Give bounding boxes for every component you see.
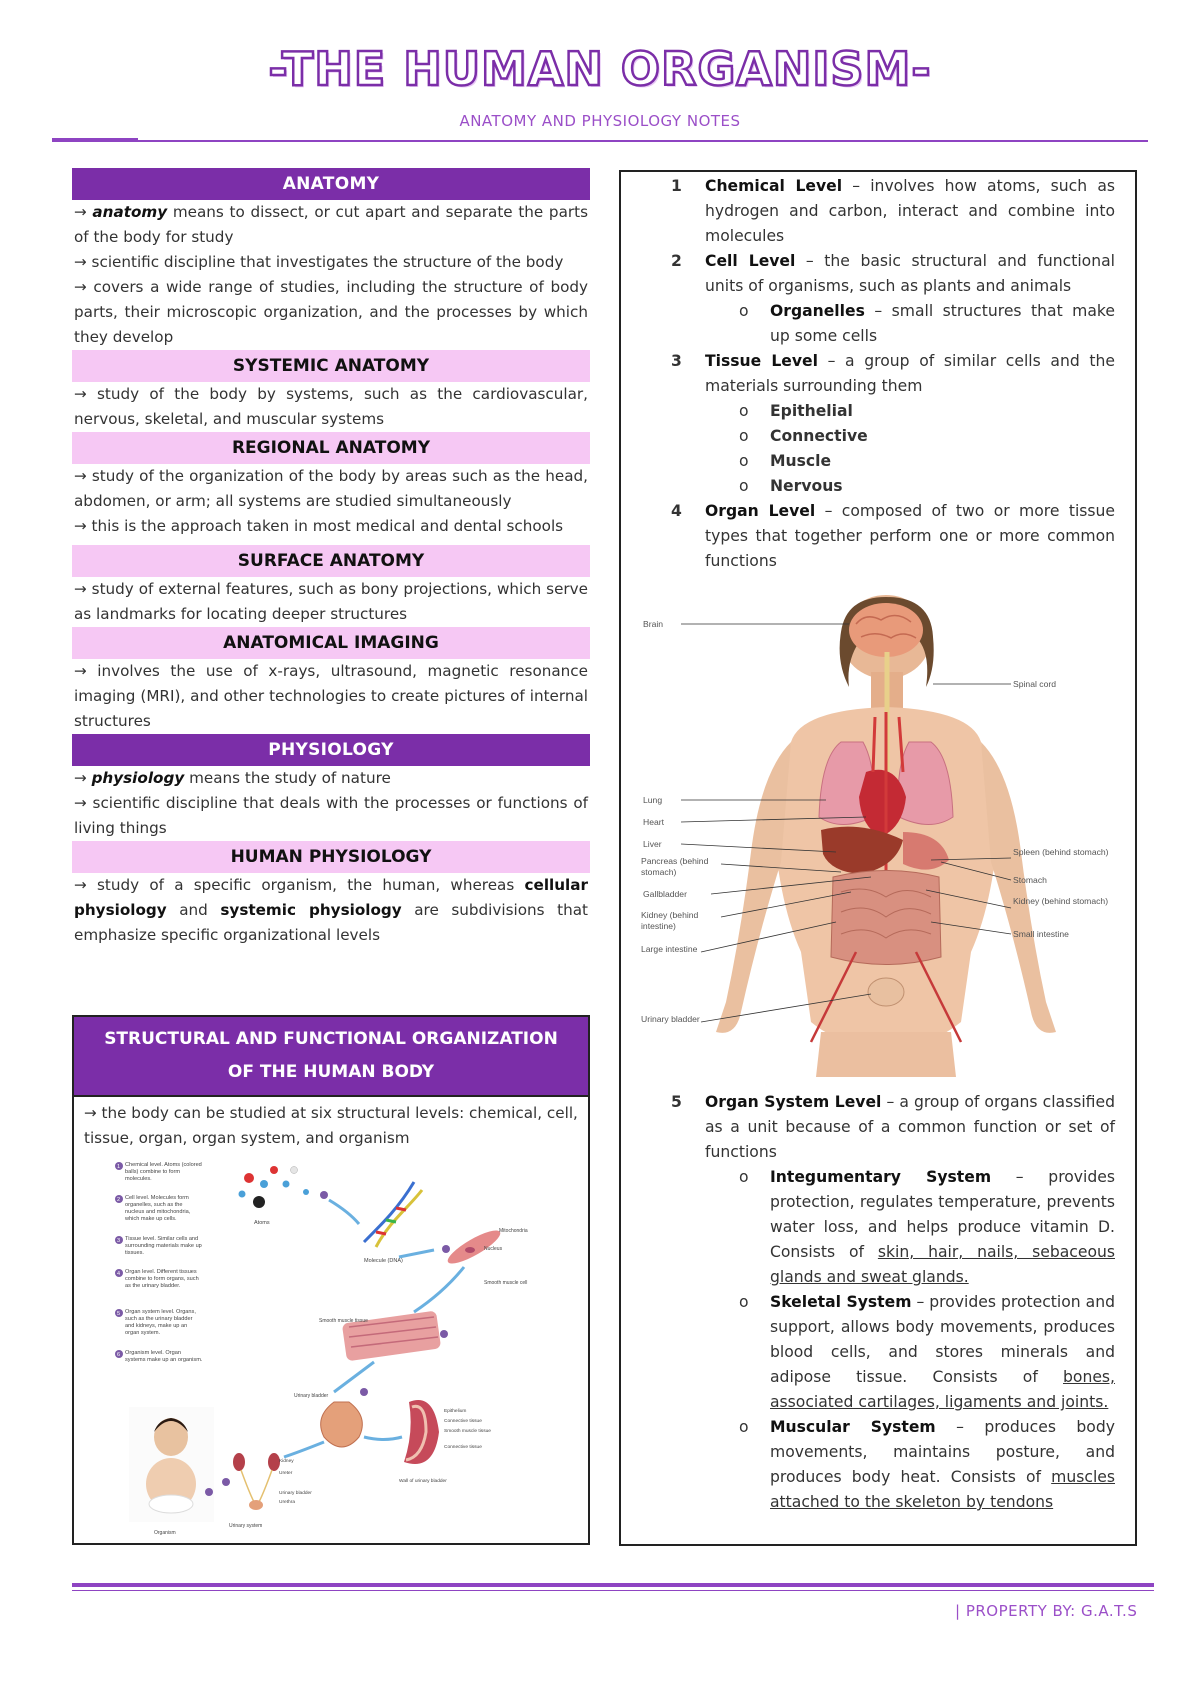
header-divider-accent [52,138,138,140]
legend-item-1: 1 Chemical level. Atoms (colored balls) combine to form molecules. [117,1162,202,1182]
svg-text:5: 5 [117,1311,121,1317]
arrow-6 [284,1442,324,1457]
physiology-text: → physiology means the study of nature → scientific discipline that deals with the processes or functions of living things [74,769,588,837]
anatomy-p3: → covers a wide range of studies, including the structure of body parts, their microscopic organization, and the processes by which they develop [74,278,588,346]
svg-text:Urinary bladder: Urinary bladder [294,1393,329,1399]
systemic-anatomy-heading: SYSTEMIC ANATOMY [72,350,590,382]
arrow-1 [329,1200,359,1224]
svg-text:Epithelium: Epithelium [444,1409,467,1414]
anatomical-imaging-text: → involves the use of x-rays, ultrasound, magnetic resonance imaging (MRI), and other technologies to create pictures of internal structures [74,662,588,730]
svg-text:6: 6 [117,1352,121,1358]
dna-illustration [364,1182,422,1264]
tissue-illustration [319,1311,448,1362]
svg-text:Brain: Brain [643,619,664,629]
svg-text:Molecule (DNA): Molecule (DNA) [364,1258,403,1264]
footer-divider [72,1583,1154,1587]
svg-text:Smooth muscle cell: Smooth muscle cell [484,1280,528,1286]
intestines [831,871,941,965]
arrow-2 [399,1250,434,1257]
svg-text:Urinary system: Urinary system [229,1523,263,1529]
svg-text:Urethra: Urethra [279,1500,295,1505]
bladder-wall-illustration [399,1400,491,1484]
urinary-bladder [868,978,904,1006]
surface-anatomy-text: → study of external features, such as bony projections, which serve as landmarks for locating deeper structures [74,580,588,623]
anatomy-text: → anatomy means to dissect, or cut apart and separate the parts of the body for study → scientific discipline that investigates the structure of the body → covers a wide range of studies, including the structure of body parts, their microscopic organization, and the processes by which they develop [72,200,590,350]
svg-text:3: 3 [117,1238,121,1244]
bladder-illustration [294,1388,368,1447]
svg-text:Gallbladder: Gallbladder [643,889,687,899]
regional-anatomy-text: → study of the organization of the body by areas such as the head, abdomen, or arm; all systems are studied simultaneously → this is the approach taken in most medical and dental schools [74,467,588,535]
page-subtitle: ANATOMY AND PHYSIOLOGY NOTES [459,112,741,130]
footer-divider-thin [72,1590,1154,1591]
svg-text:Heart: Heart [643,817,665,827]
brain [849,603,923,657]
svg-text:Urinary bladder: Urinary bladder [279,1491,312,1496]
human-physiology-text: → study of a specific organism, the human, whereas cellular physiology and systemic physiology are subdivisions that emphasize specific organizational levels [74,876,588,944]
arrow-3 [414,1267,464,1312]
svg-text:4: 4 [117,1271,121,1277]
regional-anatomy-heading: REGIONAL ANATOMY [72,432,590,464]
svg-text:Smooth muscle tissue: Smooth muscle tissue [444,1429,491,1434]
physiology-heading: PHYSIOLOGY [72,734,590,766]
svg-text:Organism: Organism [154,1530,176,1536]
organ-labels: Brain Spinal cord Lung Heart Liver Pancreas (behind stomach) Gallbladder Kidney (behind intestine) Large intestine Urinary bladder Spleen (behind stomach) Stomach Kidney (behind stomach) Small intestine [641,619,1109,1024]
structural-levels-figure [114,1162,554,1537]
svg-text:Spinal cord: Spinal cord [1013,679,1056,689]
svg-text:Stomach: Stomach [1013,875,1047,885]
arrow-5 [364,1437,402,1440]
svg-text:Nucleus: Nucleus [484,1246,503,1252]
svg-text:Connective tissue: Connective tissue [444,1419,482,1424]
organization-heading: STRUCTURAL AND FUNCTIONAL ORGANIZATION OF THE HUMAN BODY [74,1017,588,1097]
legend-item-5: 5 Organ system level. Organs, such as the urinary bladder and kidneys, make up an organ system. [117,1309,196,1336]
svg-text:Lung: Lung [643,795,663,805]
svg-text:Atoms: Atoms [254,1220,270,1226]
levels-box: 1 Chemical Level – involves how atoms, such as hydrogen and carbon, interact and combine into molecules 2 Cell Level – the basic structural and functional units of organisms, such as plants and animals o Organelles – small structures that make up some cells 3 Tissue Level – a group of similar cells and the materials surrounding them o Epithelial o Connective o Muscle o Nervous 4 Organ Level – composed of two or more tissue types that together perform one or more common functions Brain Spinal cord Lung Heart Liver Pancreas (behind stomach) Gallbladder Kidney (behind intestine) Large intestine Urinary bladder Spleen (behind stomach) Stomach Kidney (behind stomach) Small intestine 5 Organ System Level – a group of organs classified as a unit because of a common function or set of functions o Integumentary System – provides protection, regulates temperature, prevents water loss, and helps produce vitamin D. Consists of skin, hair, nails, sebaceous glands and sweat glands. o Skeletal System – provides protection and support, allows body movements, produces blood cells, and stores minerals and adipose tissue. Consists of bones, associated cartilages, ligaments and joints. o Muscular System – produces body movements, maintains posture, and produces body heat. Consists of muscles attached to the skeleton by tendons [619,170,1137,1546]
surface-anatomy-heading: SURFACE ANATOMY [72,545,590,577]
anatomical-imaging-heading: ANATOMICAL IMAGING [72,627,590,659]
anatomy-term: anatomy [92,203,168,221]
organism-illustration [129,1407,214,1536]
legend-item-6: 6 Organism level. Organ systems make up an organism. [117,1350,203,1363]
svg-text:Connective tissue: Connective tissue [444,1445,482,1450]
svg-text:Small intestine: Small intestine [1013,929,1069,939]
human-body-organs-figure [641,592,1121,1077]
footer-credit: | PROPERTY BY: G.A.T.S [955,1602,1138,1620]
svg-text:Ureter: Ureter [279,1471,293,1476]
legend-item-3: 3 Tissue level. Similar cells and surrounding materials make up tissues. [117,1236,202,1256]
legend-item-2: 2 Cell level. Molecules form organelles, such as the nucleus and mitochondria, which make up cells. [117,1195,191,1222]
svg-text:Kidney: Kidney [279,1459,294,1464]
svg-text:Smooth muscle tissue: Smooth muscle tissue [319,1318,368,1324]
physiology-term: physiology [91,769,185,787]
svg-text:Liver: Liver [643,839,662,849]
page-title: -THE HUMAN ORGANISM- [268,42,932,96]
organization-text: → the body can be studied at six structural levels: chemical, cell, tissue, organ, organ system, and organism [84,1104,578,1147]
left-column [72,168,590,948]
svg-text:1: 1 [117,1164,121,1170]
svg-text:Mitochondria: Mitochondria [499,1228,528,1234]
header-divider [52,140,1148,142]
organization-box [72,1015,590,1545]
anatomy-p2: → scientific discipline that investigates the structure of the body [74,253,564,271]
svg-text:2: 2 [117,1197,121,1203]
anatomy-heading: ANATOMY [72,168,590,200]
legend-item-4: 4 Organ level. Different tissues combine to form organs, such as the urinary bladder. [117,1269,199,1289]
atoms-illustration [239,1166,329,1226]
svg-text:Wall of urinary bladder: Wall of urinary bladder [399,1479,447,1484]
urinary-system-illustration [222,1453,312,1529]
levels-legend [115,1162,203,1380]
systemic-anatomy-text: → study of the body by systems, such as the cardiovascular, nervous, skeletal, and muscular systems [74,385,588,428]
human-physiology-heading: HUMAN PHYSIOLOGY [72,841,590,873]
arrow-4 [334,1362,374,1392]
